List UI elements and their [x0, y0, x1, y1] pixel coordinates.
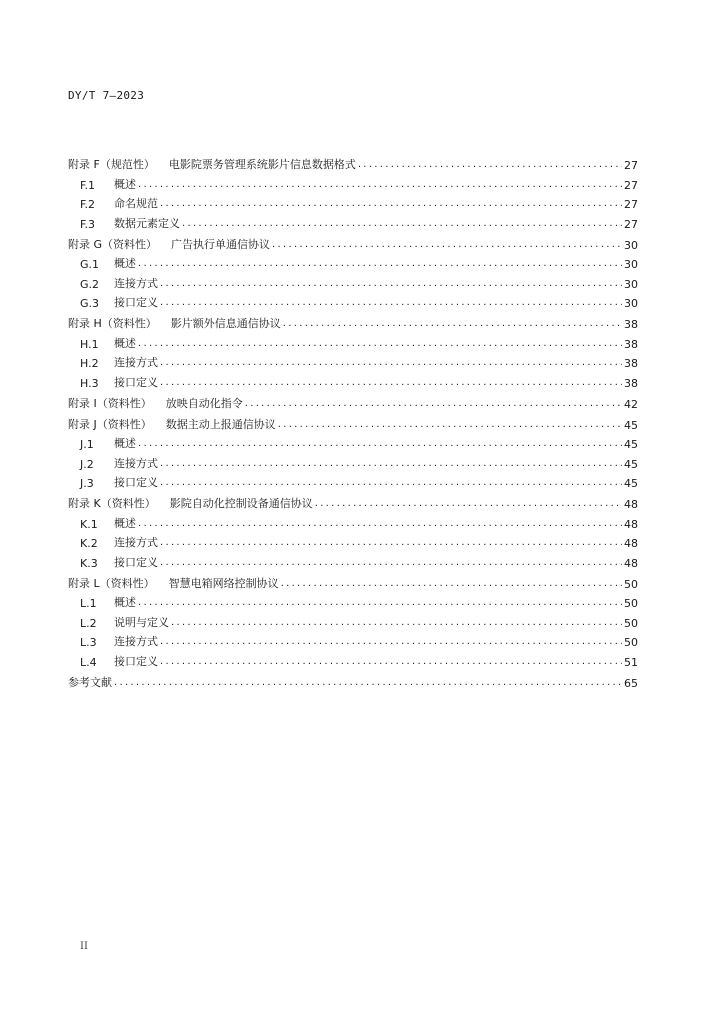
toc-entry-number: L.4 — [80, 655, 97, 669]
toc-entry-title: 概述 — [114, 177, 136, 191]
toc-entry-page: 45 — [624, 418, 638, 432]
toc-entry-page: 50 — [624, 577, 638, 591]
toc-entry-title: 命名规范 — [114, 197, 158, 210]
toc-entry-number: J.3 — [80, 477, 94, 490]
dot-leader — [160, 655, 622, 669]
toc-entry-page: 48 — [624, 537, 638, 550]
toc-entry-page: 50 — [624, 597, 638, 610]
toc-section-entry[interactable] — [68, 432, 638, 452]
toc-entry-number: J.2 — [80, 457, 94, 471]
toc-section-entry[interactable] — [68, 252, 638, 272]
toc-entry-number: 附录 K（资料性） — [68, 497, 156, 510]
toc-entry-number: F.1 — [80, 178, 96, 192]
toc-entry-page: 30 — [624, 258, 638, 271]
toc-entry-number: 附录 I（资料性） — [68, 396, 152, 410]
toc-entry-number: 附录 H（资料性） — [68, 317, 157, 330]
dot-leader — [160, 277, 622, 291]
toc-entry-title: 智慧电箱网络控制协议 — [168, 576, 279, 590]
toc-appendix-entry[interactable] — [68, 153, 638, 173]
toc-entry-page: 50 — [624, 616, 638, 630]
toc-entry-title: 数据主动上报通信协议 — [165, 417, 276, 431]
toc-entry-page: 27 — [624, 178, 638, 192]
toc-entry-title: 概述 — [114, 596, 136, 609]
toc-entry-page: 38 — [624, 318, 638, 331]
toc-appendix-entry[interactable] — [68, 571, 638, 591]
toc-entry-title: 连接方式 — [114, 456, 158, 470]
toc-entry-number: K.2 — [80, 537, 98, 550]
toc-appendix-entry[interactable] — [68, 312, 638, 332]
toc-entry-number: L.2 — [80, 616, 97, 630]
dot-leader — [160, 197, 622, 211]
toc-appendix-entry[interactable] — [68, 492, 638, 512]
toc-section-entry[interactable] — [68, 630, 638, 650]
table-of-contents — [68, 151, 638, 690]
toc-entry-number: H.1 — [80, 337, 99, 351]
toc-entry-title: 接口定义 — [114, 476, 158, 489]
toc-entry-title: 接口定义 — [114, 296, 158, 309]
dot-leader — [160, 376, 622, 390]
toc-entry-title: 连接方式 — [114, 635, 158, 648]
toc-section-entry[interactable] — [68, 649, 638, 669]
toc-appendix-entry[interactable] — [68, 412, 638, 432]
toc-section-entry[interactable] — [68, 331, 638, 351]
toc-entry-page: 27 — [624, 198, 638, 211]
toc-entry-number: H.2 — [80, 357, 99, 370]
toc-entry-number: J.1 — [80, 438, 94, 451]
toc-section-entry[interactable] — [68, 511, 638, 531]
dot-leader — [160, 536, 622, 550]
toc-entry-title: 连接方式 — [114, 536, 158, 549]
toc-entry-page: 27 — [624, 217, 638, 231]
toc-section-entry[interactable] — [68, 591, 638, 611]
dot-leader — [160, 457, 622, 471]
toc-section-entry[interactable] — [68, 451, 638, 471]
dot-leader — [171, 616, 622, 630]
dot-leader — [278, 418, 622, 432]
toc-entry-page: 38 — [624, 376, 638, 390]
toc-entry-page: 38 — [624, 357, 638, 370]
toc-entry-number: 附录 G（资料性） — [68, 237, 158, 251]
toc-entry-title: 接口定义 — [114, 654, 158, 668]
dot-leader — [160, 356, 622, 370]
dot-leader — [160, 635, 622, 649]
toc-entry-page: 27 — [624, 159, 638, 172]
dot-leader — [315, 497, 622, 511]
toc-entry-title: 概述 — [114, 336, 136, 350]
dot-leader — [138, 257, 622, 271]
toc-entry-page: 30 — [624, 297, 638, 310]
toc-entry-title: 数据元素定义 — [114, 216, 180, 230]
toc-entry-number: K.3 — [80, 556, 98, 570]
toc-entry-number: F.2 — [80, 198, 96, 211]
toc-entry-page: 48 — [624, 498, 638, 511]
toc-entry-title: 广告执行单通信协议 — [171, 237, 271, 251]
toc-entry-title: 连接方式 — [114, 276, 158, 290]
toc-entry-number: H.3 — [80, 376, 99, 390]
toc-entry-title: 接口定义 — [114, 375, 158, 389]
dot-leader — [138, 337, 622, 351]
toc-section-entry[interactable] — [68, 531, 638, 551]
dot-leader — [138, 437, 622, 451]
toc-entry-page: 65 — [624, 676, 638, 690]
dot-leader — [138, 596, 622, 610]
toc-entry-title: 放映自动化指令 — [165, 396, 243, 410]
dot-leader — [182, 217, 622, 231]
toc-entry-number: G.1 — [80, 258, 100, 271]
toc-entry-title: 影院自动化控制设备通信协议 — [169, 497, 313, 510]
toc-section-entry[interactable] — [68, 172, 638, 192]
toc-entry-title: 影片额外信息通信协议 — [170, 317, 281, 330]
toc-section-entry[interactable] — [68, 351, 638, 371]
dot-leader — [358, 158, 622, 172]
dot-leader — [138, 517, 622, 531]
toc-entry-number: G.2 — [80, 277, 100, 291]
dot-leader — [114, 676, 622, 690]
toc-entry-page: 51 — [624, 655, 638, 669]
toc-section-entry[interactable] — [68, 211, 638, 231]
toc-appendix-entry[interactable] — [68, 670, 638, 690]
toc-entry-title: 电影院票务管理系统影片信息数据格式 — [168, 158, 356, 171]
dot-leader — [138, 178, 622, 192]
toc-entry-number: 附录 L（资料性） — [68, 576, 155, 590]
toc-section-entry[interactable] — [68, 471, 638, 491]
toc-section-entry[interactable] — [68, 291, 638, 311]
toc-entry-number: F.3 — [80, 217, 96, 231]
dot-leader — [160, 296, 622, 310]
toc-section-entry[interactable] — [68, 370, 638, 390]
toc-entry-page: 45 — [624, 438, 638, 451]
toc-entry-page: 50 — [624, 636, 638, 649]
dot-leader — [245, 397, 622, 411]
toc-entry-page: 38 — [624, 337, 638, 351]
toc-section-entry[interactable] — [68, 610, 638, 630]
toc-entry-title: 概述 — [114, 437, 136, 450]
toc-entry-title: 接口定义 — [114, 555, 158, 569]
toc-entry-page: 42 — [624, 397, 638, 411]
toc-entry-page: 48 — [624, 517, 638, 531]
toc-entry-number: G.3 — [80, 297, 100, 310]
toc-entry-page: 30 — [624, 238, 638, 252]
toc-entry-title: 概述 — [114, 257, 136, 270]
toc-entry-number: K.1 — [80, 517, 98, 531]
toc-entry-page: 48 — [624, 556, 638, 570]
toc-entry-title: 连接方式 — [114, 356, 158, 369]
dot-leader — [160, 476, 622, 490]
toc-appendix-entry[interactable] — [68, 232, 638, 252]
document-code: DY/T 7—2023 — [68, 89, 145, 102]
toc-entry-page: 45 — [624, 477, 638, 490]
toc-entry-title: 概述 — [114, 516, 136, 530]
toc-entry-number: 附录 J（资料性） — [68, 417, 152, 431]
toc-entry-number: L.1 — [80, 597, 97, 610]
toc-entry-number: 附录 F（规范性） — [68, 158, 155, 171]
dot-leader — [281, 577, 622, 591]
toc-entry-title: 参考文献 — [68, 675, 112, 689]
toc-entry-page: 45 — [624, 457, 638, 471]
toc-section-entry[interactable] — [68, 550, 638, 570]
dot-leader — [272, 238, 622, 252]
toc-appendix-entry[interactable] — [68, 391, 638, 411]
toc-entry-title: 说明与定义 — [114, 615, 169, 629]
toc-section-entry[interactable] — [68, 192, 638, 212]
toc-section-entry[interactable] — [68, 271, 638, 291]
dot-leader — [283, 317, 622, 331]
toc-entry-page: 30 — [624, 277, 638, 291]
dot-leader — [160, 556, 622, 570]
toc-entry-number: L.3 — [80, 636, 97, 649]
page-number: II — [80, 941, 88, 952]
